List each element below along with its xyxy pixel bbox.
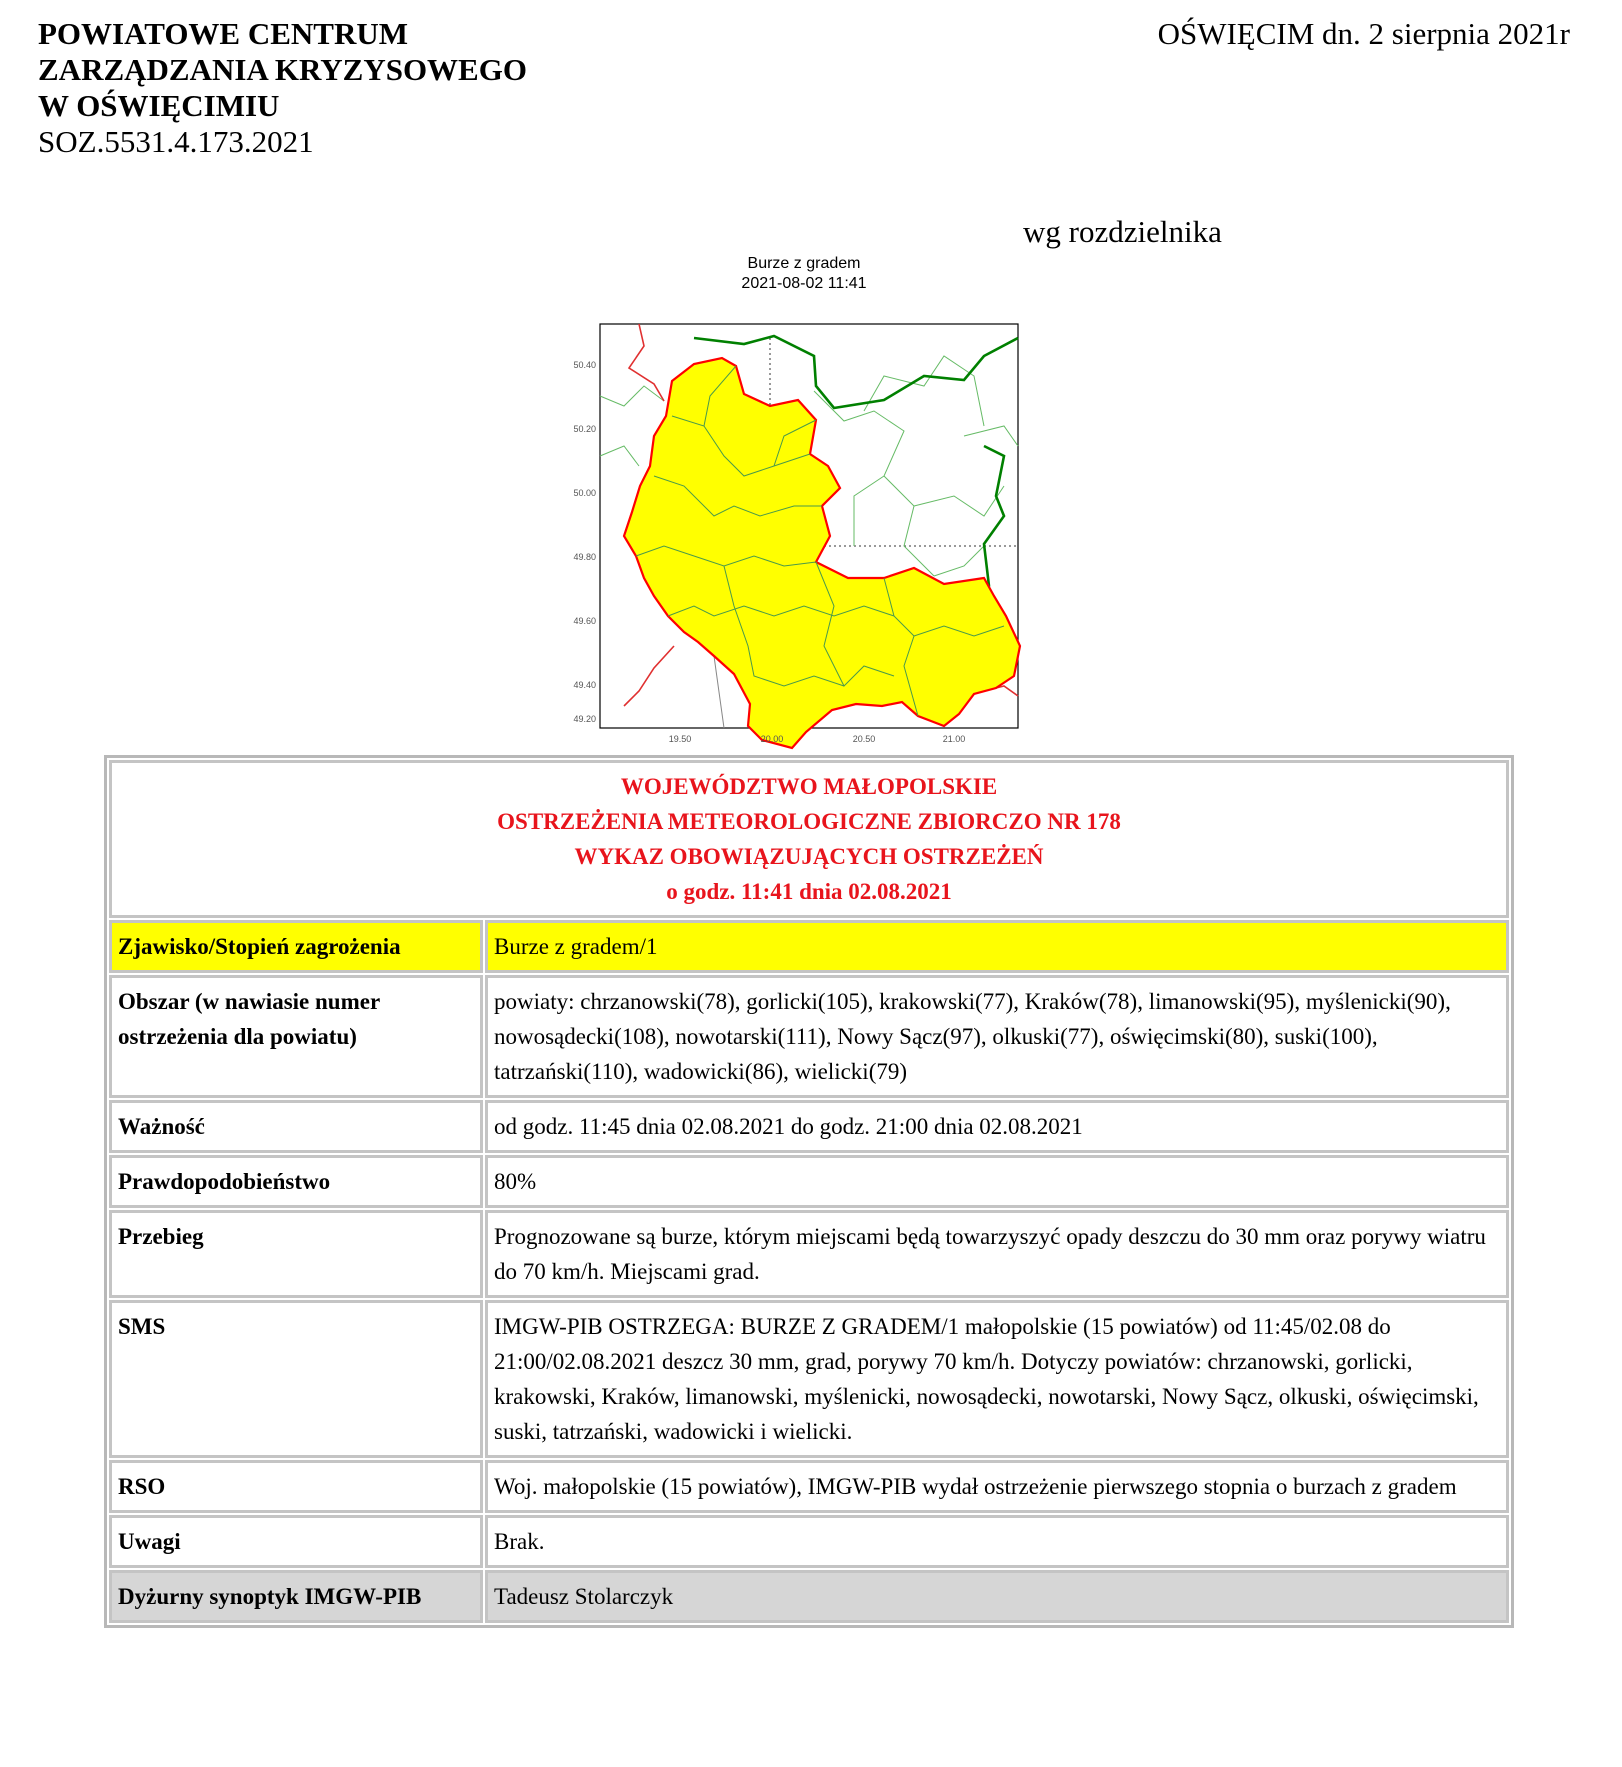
row-value: Burze z gradem/1 — [485, 920, 1509, 973]
row-label: Uwagi — [109, 1515, 483, 1568]
row-label: Prawdopodobieństwo — [109, 1155, 483, 1208]
y-tick-label: 49.20 — [573, 714, 596, 724]
y-tick-label: 49.60 — [573, 616, 596, 626]
table-row — [109, 1210, 1509, 1298]
x-tick-label: 20.00 — [760, 734, 784, 744]
table-row — [109, 975, 1509, 1098]
x-axis — [669, 734, 966, 744]
row-label: Przebieg — [109, 1210, 483, 1298]
map-canvas — [573, 316, 1054, 756]
row-label: Obszar (w nawiasie numer ostrzeżenia dla powiatu) — [109, 975, 483, 1098]
heading-province: WOJEWÓDZTWO MAŁOPOLSKIE — [620, 774, 998, 799]
table-row — [109, 1515, 1509, 1568]
row-value: 80% — [485, 1155, 1509, 1208]
warning-map — [573, 254, 1054, 754]
y-tick-label: 49.40 — [573, 680, 596, 690]
table-row — [109, 920, 1509, 973]
map-timestamp: 2021-08-02 11:41 — [741, 275, 867, 292]
y-axis — [573, 360, 596, 724]
heading-bulletin-number: OSTRZEŻENIA METEOROLOGICZNE ZBIORCZO NR 178 — [497, 809, 1121, 834]
table-heading — [109, 760, 1509, 918]
row-value: Brak. — [485, 1515, 1509, 1568]
y-tick-label: 50.40 — [573, 360, 596, 370]
map-title: Burze z gradem — [747, 255, 861, 272]
x-tick-label: 21.00 — [942, 734, 966, 744]
table-row — [109, 1100, 1509, 1153]
table-heading-row — [109, 760, 1509, 918]
table-row — [109, 1460, 1509, 1513]
heading-issue-time: o godz. 11:41 dnia 02.08.2021 — [666, 879, 952, 904]
x-tick-label: 20.50 — [852, 734, 876, 744]
row-value: Woj. małopolskie (15 powiatów), IMGW-PIB wydał ostrzeżenie pierwszego stopnia o burzach z gradem — [485, 1460, 1509, 1513]
map-title-block — [584, 254, 1024, 294]
row-value: powiaty: chrzanowski(78), gorlicki(105), krakowski(77), Kraków(78), limanowski(95), myślenicki(90), nowosądecki(108), nowotarski(111), Nowy Sącz(97), olkuski(77), oświęcimski(80), suski(100), tatrzański(110), wadowicki(86), wielicki(79) — [485, 975, 1509, 1098]
x-tick-label: 19.50 — [668, 734, 692, 744]
row-label: RSO — [109, 1460, 483, 1513]
y-tick-label: 50.20 — [573, 424, 596, 434]
issuer-name-line2: ZARZĄDZANIA KRYZYSOWEGO — [38, 52, 527, 87]
row-label: Zjawisko/Stopień zagrożenia — [109, 920, 483, 973]
row-label: Dyżurny synoptyk IMGW-PIB — [109, 1570, 483, 1623]
y-tick-label: 49.80 — [573, 552, 596, 562]
document-reference: SOZ.5531.4.173.2021 — [38, 124, 314, 159]
row-value: Tadeusz Stolarczyk — [485, 1570, 1509, 1623]
row-value: od godz. 11:45 dnia 02.08.2021 do godz. 21:00 dnia 02.08.2021 — [485, 1100, 1509, 1153]
row-value: Prognozowane są burze, którym miejscami będą towarzyszyć opady deszczu do 30 mm oraz porywy wiatru do 70 km/h. Miejscami grad. — [485, 1210, 1509, 1298]
heading-list-title: WYKAZ OBOWIĄZUJĄCYCH OSTRZEŻEŃ — [574, 844, 1044, 869]
distribution-note: wg rozdzielnika — [1023, 214, 1222, 249]
warning-table — [104, 755, 1514, 1628]
row-label: Ważność — [109, 1100, 483, 1153]
document-date: OŚWIĘCIM dn. 2 sierpnia 2021r — [1157, 16, 1570, 51]
table-row — [109, 1570, 1509, 1623]
issuer-name-line1: POWIATOWE CENTRUM — [38, 16, 409, 51]
row-label: SMS — [109, 1300, 483, 1458]
issuer-block — [38, 16, 527, 160]
y-tick-label: 50.00 — [573, 488, 596, 498]
table-row — [109, 1300, 1509, 1458]
table-row — [109, 1155, 1509, 1208]
row-value: IMGW-PIB OSTRZEGA: BURZE Z GRADEM/1 małopolskie (15 powiatów) od 11:45/02.08 do 21:00/02.08.2021 deszcz 30 mm, grad, porywy 70 km/h. Dotyczy powiatów: chrzanowski, gorlicki, krakowski, Kraków, limanowski, myślenicki, nowosądecki, nowotarski, Nowy Sącz, olkuski, oświęcimski, suski, tatrzański, wadowicki i wielicki. — [485, 1300, 1509, 1458]
issuer-name-line3: W OŚWIĘCIMIU — [38, 88, 280, 123]
